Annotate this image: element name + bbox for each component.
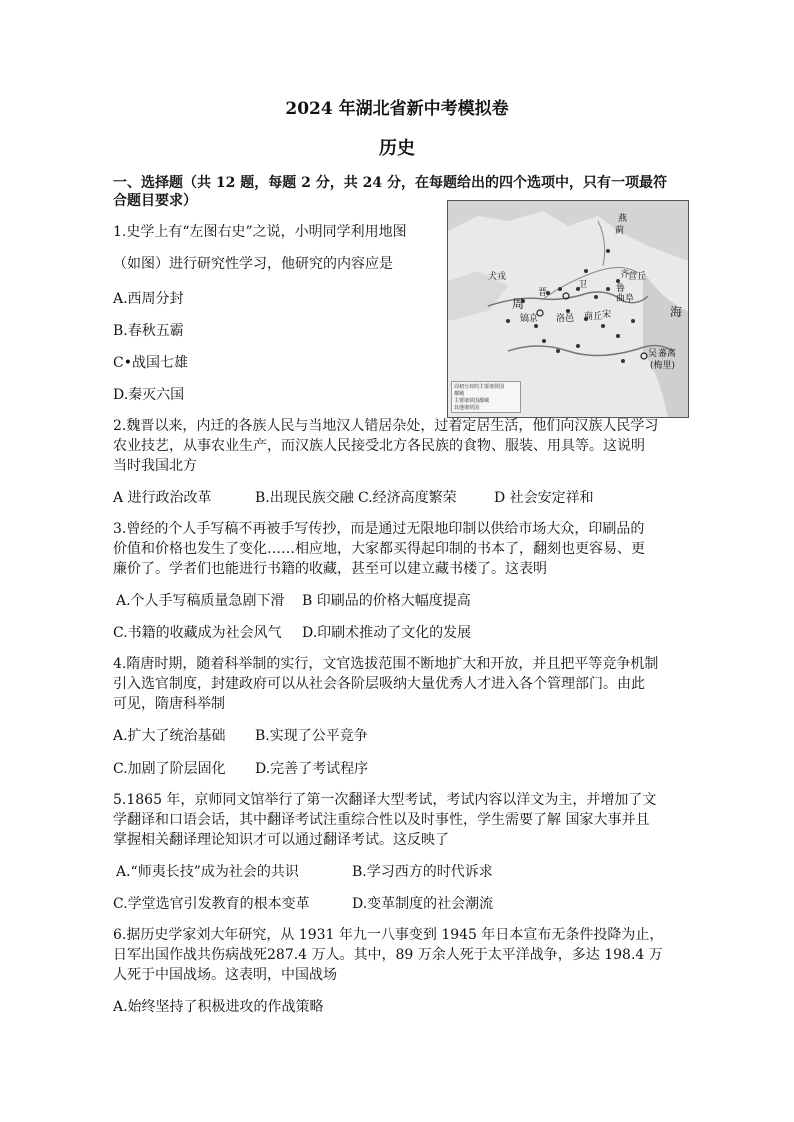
- legend-item: 周初分封的主要诸侯国: [454, 384, 505, 390]
- question-3-option-c[interactable]: C.书籍的收藏成为社会风气: [113, 625, 282, 641]
- question-5-option-a[interactable]: A.“师夷长技”成为社会的共识: [116, 864, 299, 880]
- question-4-option-a[interactable]: A.扩大了统治基础: [113, 728, 226, 744]
- question-5-option-d[interactable]: D.变革制度的社会潮流: [352, 896, 494, 912]
- map-label-zhou: 周: [512, 297, 525, 311]
- legend-item: 都城: [454, 391, 465, 397]
- section-heading-line2: 合题目要求）: [113, 193, 197, 209]
- question-4-option-c[interactable]: C.加剧了阶层固化: [113, 761, 226, 777]
- map-label-yingqiu: 营丘: [628, 272, 647, 282]
- map-label-lu: 鲁: [616, 284, 626, 294]
- question-2-line3: 当时我国北方: [113, 458, 197, 474]
- question-1-option-d[interactable]: D.秦灭六国: [113, 387, 185, 403]
- question-5-option-b[interactable]: B.学习西方的时代诉求: [352, 864, 493, 880]
- question-3-option-d[interactable]: D.印刷术推动了文化的发展: [302, 625, 472, 641]
- map-label-shangqiu: 商丘: [584, 312, 603, 322]
- question-6-line1: 6.据历史学家刘大年研究，从 1931 年九一八事变到 1945 年日本宣布无条件投降为止，: [113, 927, 664, 943]
- question-6-line2: 日军出国作战共伤病战死287.4 万人。其中，89 万余人死于太平洋战争，多达 198.4 万: [113, 947, 663, 963]
- question-6-option-a[interactable]: A.始终坚持了积极进攻的作战策略: [113, 999, 324, 1015]
- map-legend: [451, 381, 521, 413]
- question-4-option-b[interactable]: B.实现了公平竞争: [255, 728, 368, 744]
- map-label-qi: 齐: [620, 270, 630, 280]
- question-3-option-b[interactable]: B 印刷品的价格大幅度提高: [302, 593, 471, 609]
- question-3-option-a[interactable]: A.个人手写稿质量急剧下滑: [116, 593, 285, 609]
- question-5-line1: 5.1865 年，京师同文馆举行了第一次翻译大型考试，考试内容以洋文为主，并增加了文: [113, 792, 657, 808]
- map-label-luoyi: 洛邑: [556, 314, 575, 324]
- legend-item: 其他诸侯国: [454, 405, 480, 411]
- section-heading-line1: 一、选择题（共 12 题，每题 2 分，共 24 分，在每题给出的四个选项中，只有一项最符: [113, 175, 667, 191]
- question-5-option-c[interactable]: C.学堂选官引发教育的根本变革: [113, 896, 310, 912]
- subject-title: 历史: [379, 138, 415, 159]
- question-5-line3: 掌握相关翻译理论知识才可以通过翻译考试。这反映了: [113, 832, 449, 848]
- question-2-option-d[interactable]: D 社会安定祥和: [494, 490, 594, 506]
- question-4-line3: 可见，隋唐科举制: [113, 696, 225, 712]
- question-2-option-b[interactable]: B.出现民族交融: [255, 490, 354, 506]
- question-1-option-a[interactable]: A.西周分封: [113, 291, 184, 307]
- map-label-wei: 卫: [578, 280, 588, 290]
- map-label-qufu: 曲阜: [616, 294, 635, 304]
- map-label-ji: 蓟: [615, 226, 625, 236]
- map-label-jin: 晋: [538, 288, 548, 298]
- map-label-fanli: 蕃离: [658, 349, 677, 359]
- map-label-song: 宋: [602, 310, 612, 320]
- exam-title: 2024 年湖北省新中考模拟卷: [285, 99, 509, 119]
- question-6-line3: 人死于中国战场。这表明，中国战场: [113, 967, 337, 983]
- question-1-line2: （如图）进行研究性学习，他研究的内容应是: [113, 256, 393, 272]
- legend-item: 主要诸侯国都城: [454, 398, 490, 404]
- question-3-line2: 价值和价格也发生了变化……相应地，大家都买得起印制的书本了，翻刻也更容易、更: [113, 541, 645, 557]
- map-label-haojing: 镐京: [520, 314, 539, 324]
- question-2-line1: 2.魏晋以来，内迁的各族人民与当地汉人错居杂处，过着定居生活，他们向汉族人民学习: [113, 418, 659, 434]
- map-label-yan: 燕: [618, 214, 628, 224]
- question-2-line2: 农业技艺，从事农业生产，而汉族人民接受北方各民族的食物、服装、用具等。这说明: [113, 438, 645, 454]
- question-4-option-d[interactable]: D.完善了考试程序: [255, 761, 369, 777]
- question-2-option-c[interactable]: C.经济高度繁荣: [358, 490, 457, 506]
- question-1-option-b[interactable]: B.春秋五霸: [113, 323, 184, 339]
- question-3-line3: 廉价了。学者们也能进行书籍的收藏，甚至可以建立藏书楼了。这表明: [113, 561, 547, 577]
- question-1-line1: 1.史学上有“左图右史”之说，小明同学利用地图: [113, 224, 407, 240]
- map-label-meili: (梅里): [650, 361, 676, 371]
- map-label-quanrong: 犬戎: [488, 272, 507, 282]
- question-4-line2: 引入选官制度，封建政府可以从社会各阶层吸纳大量优秀人才进入各个管理部门。由此: [113, 676, 645, 692]
- question-4-line1: 4.隋唐时期，随着科举制的实行，文官选拔范围不断地扩大和开放，并且把平等竞争机制: [113, 656, 659, 672]
- map-label-hai: 海: [670, 305, 683, 319]
- question-2-option-a[interactable]: A 进行政治改革: [113, 490, 212, 506]
- question-5-line2: 学翻译和口语会话，其中翻译考试注重综合性以及时事性，学生需要了解 国家大事并且: [113, 812, 650, 828]
- map-label-wu: 吴: [648, 349, 658, 359]
- question-1-option-c[interactable]: C•战国七雄: [113, 355, 188, 371]
- question-3-line1: 3.曾经的个人手写稿不再被手写传抄，而是通过无限地印制以供给市场大众，印刷品的: [113, 521, 645, 537]
- zhou-fenfeng-map: [447, 200, 689, 418]
